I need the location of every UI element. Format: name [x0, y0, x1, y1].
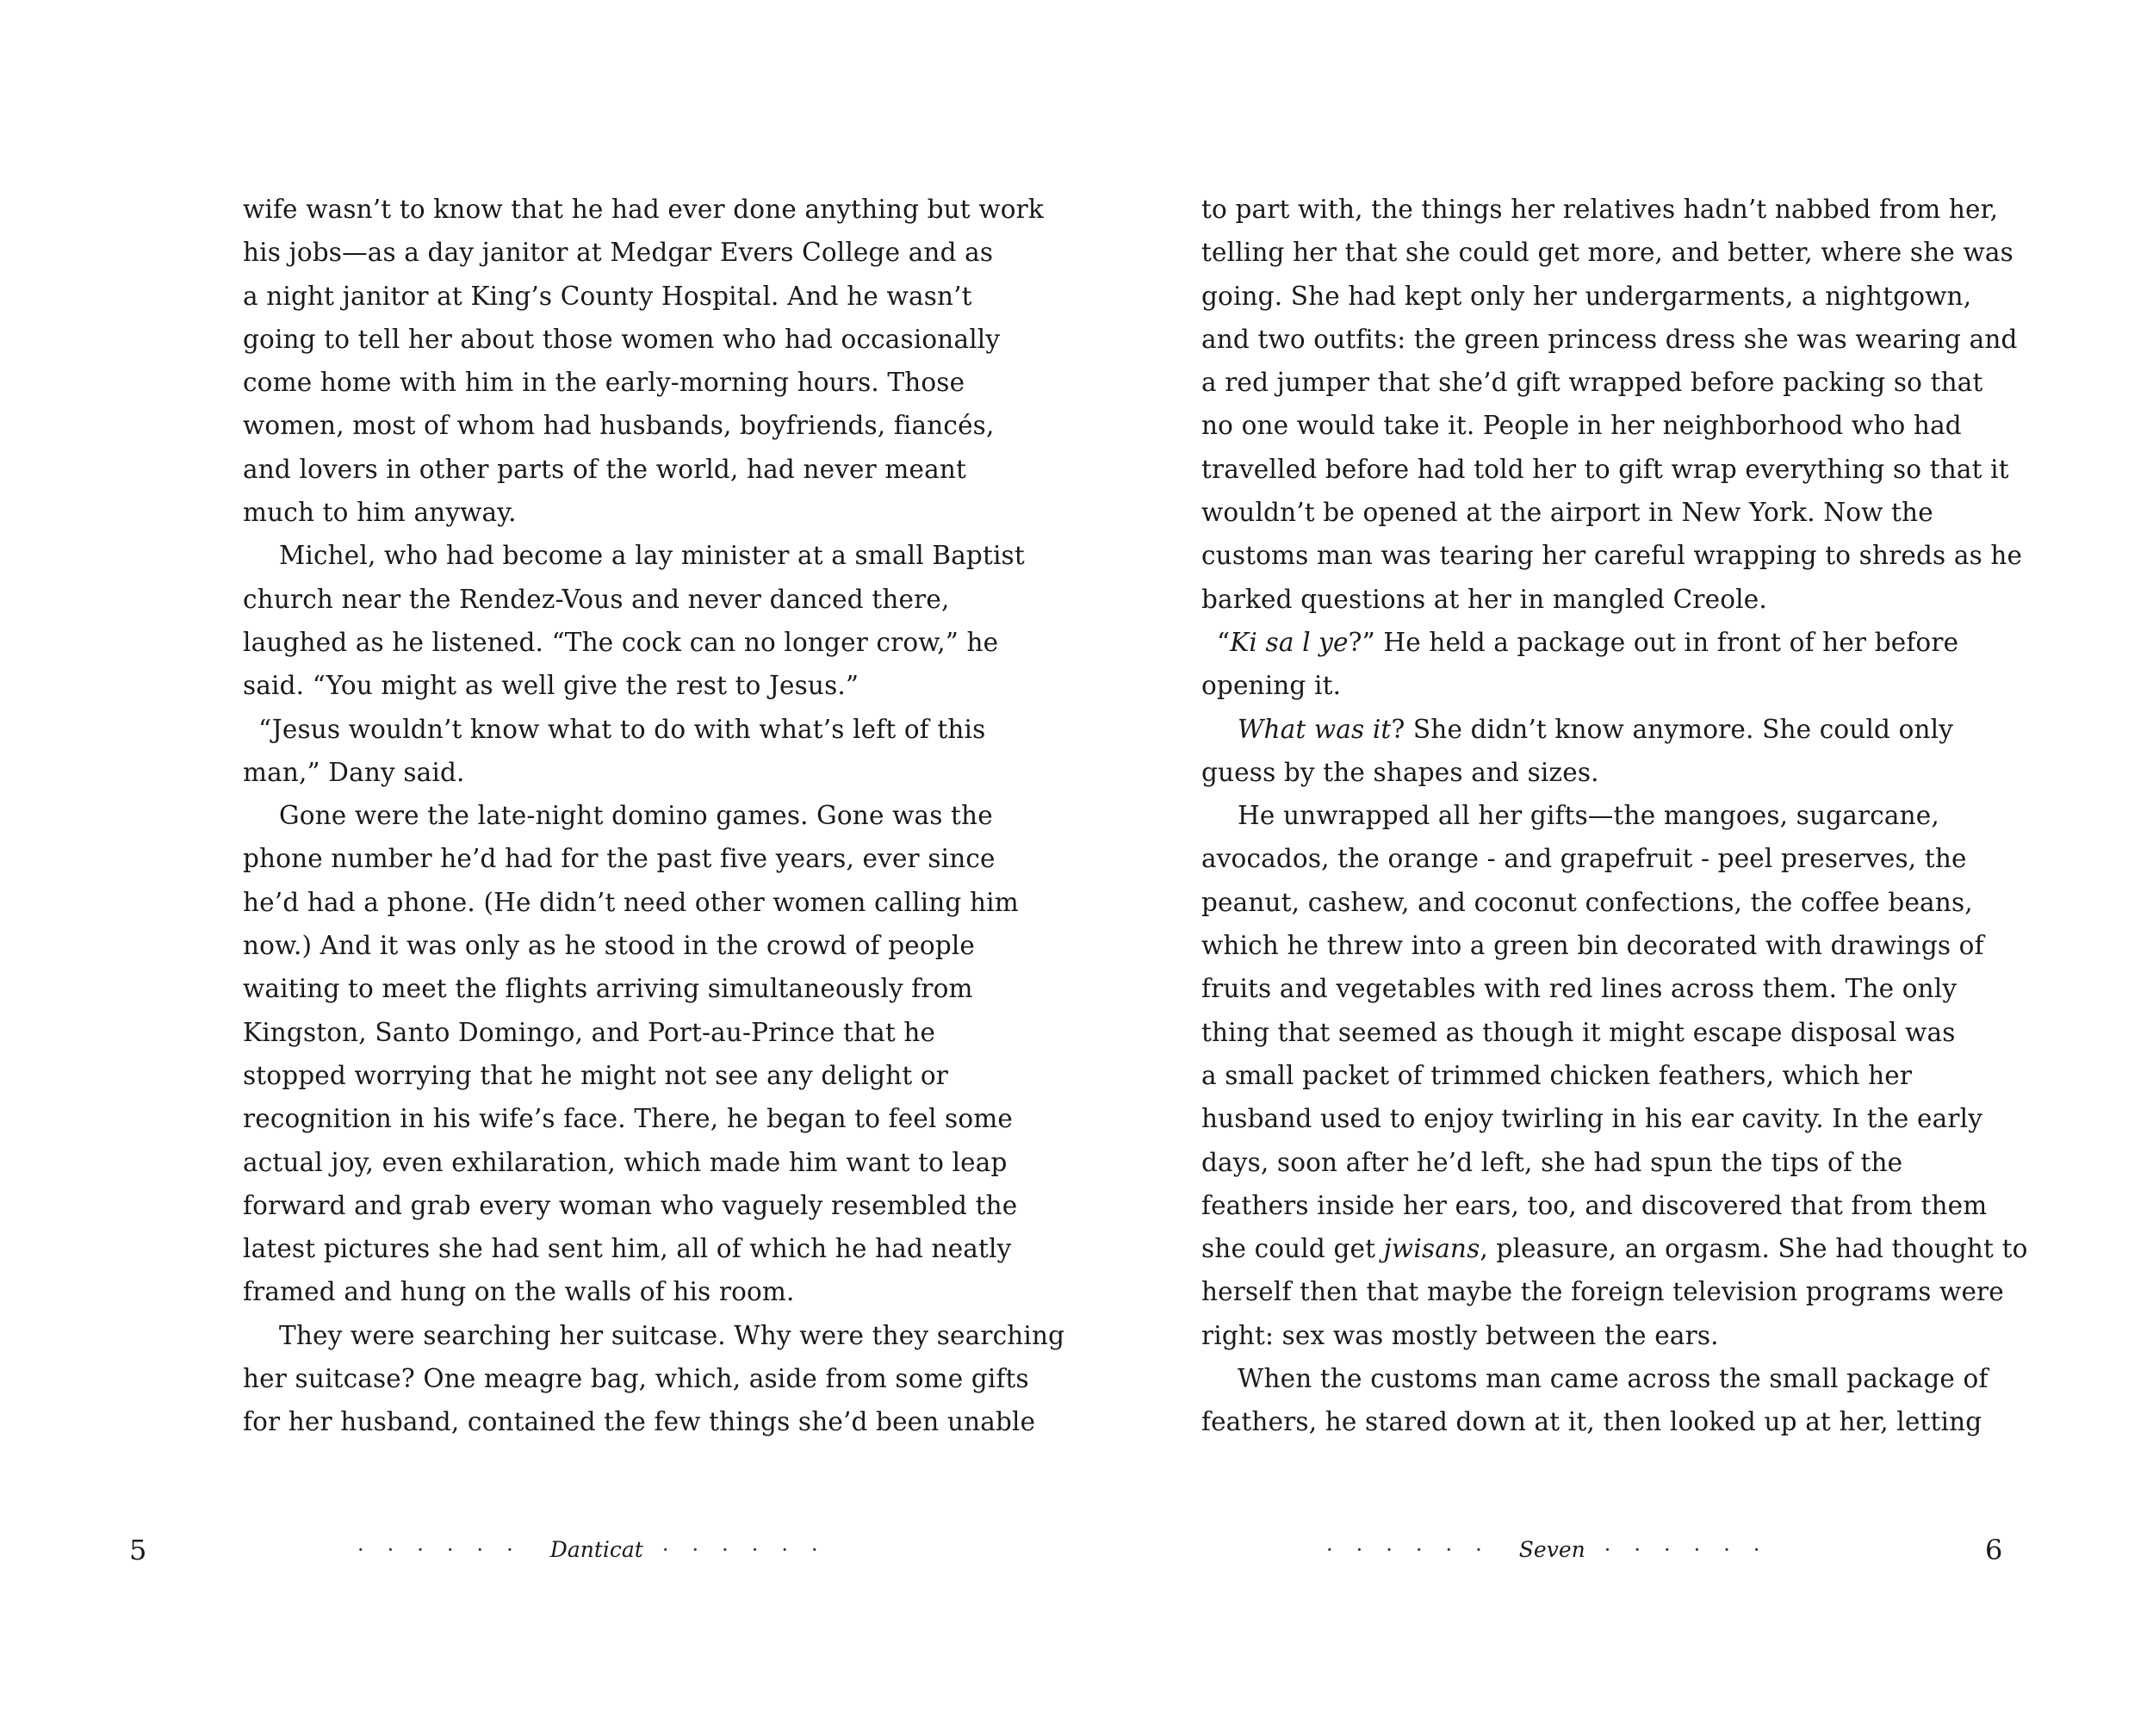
ornament-dots: ······: [1604, 1538, 1784, 1562]
text-line: herself then that maybe the foreign television programs were: [1201, 1277, 2004, 1307]
running-head: [357, 1528, 841, 1572]
text-line: “Jesus wouldn’t know what to do with what’s left of this: [258, 714, 986, 744]
text-line: no one would take it. People in her neighborhood who had: [1201, 411, 1962, 441]
text-line: Michel, who had become a lay minister at a small Baptist: [279, 541, 1025, 571]
ornament-dots: ······: [1326, 1538, 1505, 1562]
text-line: stopped worrying that he might not see any delight or: [243, 1060, 949, 1090]
text-line: Gone were the late-night domino games. Gone was the: [279, 801, 993, 831]
text-line: thing that seemed as though it might escape disposal was: [1201, 1017, 1956, 1047]
text-line: opening it.: [1201, 671, 1342, 701]
text-line: said. “You might as well give the rest to Jesus.”: [243, 671, 859, 701]
text-line: now.) And it was only as he stood in the crowd of people: [243, 931, 976, 961]
text-line: which he threw into a green bin decorated with drawings of: [1201, 931, 1984, 961]
text-line: [1201, 1227, 2028, 1270]
text-line: guess by the shapes and sizes.: [1201, 757, 1599, 787]
text-line: They were searching her suitcase. Why were they searching: [279, 1320, 1065, 1350]
text-line: man,” Dany said.: [243, 757, 465, 787]
italic-phrase: Ki sa l ye: [1230, 627, 1349, 657]
text-line: going. She had kept only her undergarments, a nightgown,: [1201, 281, 1972, 311]
text-line: travelled before had told her to gift wrap everything so that it: [1201, 454, 2009, 484]
text-line: latest pictures she had sent him, all of which he had neatly: [243, 1234, 1012, 1264]
text-run: she could get: [1201, 1234, 1384, 1264]
text-line: peanut, cashew, and coconut confections, the coffee beans,: [1201, 887, 1973, 917]
ornament-dots: ······: [357, 1538, 537, 1562]
text-line: his jobs—as a day janitor at Medgar Evers College and as: [243, 238, 994, 268]
text-line: going to tell her about those women who had occasionally: [243, 324, 1001, 354]
text-line: and lovers in other parts of the world, had never meant: [243, 454, 967, 484]
text-line: feathers, he stared down at it, then looked up at her, letting: [1201, 1407, 1982, 1437]
text-run: , pleasure, an orgasm. She had thought to: [1480, 1234, 2028, 1264]
text-line: women, most of whom had husbands, boyfriends, fiancés,: [243, 411, 995, 441]
text-line: he’d had a phone. (He didn’t need other women calling him: [243, 887, 1019, 917]
text-line: customs man was tearing her careful wrapping to shreds as he: [1201, 541, 2023, 571]
text-line: a small packet of trimmed chicken feathers, which her: [1201, 1060, 1913, 1090]
text-line: come home with him in the early-morning hours. Those: [243, 368, 965, 398]
text-line: phone number he’d had for the past five years, ever since: [243, 844, 996, 874]
page-number: 5: [129, 1534, 147, 1566]
text-line: avocados, the orange - and grapefruit - peel preserves, the: [1201, 844, 1967, 874]
quote-open: “: [1217, 627, 1231, 657]
text-line: and two outfits: the green princess dress she was wearing and: [1201, 324, 2018, 354]
text-line: wife wasn’t to know that he had ever done anything but work: [243, 195, 1044, 224]
running-head: [1326, 1528, 1784, 1572]
text-line: husband used to enjoy twirling in his ear cavity. In the early: [1201, 1104, 1983, 1134]
right-page: [1076, 0, 2153, 1736]
text-line: laughed as he listened. “The cock can no longer crow,” he: [243, 627, 999, 657]
text-line: telling her that she could get more, and better, where she was: [1201, 238, 2013, 268]
text-line: waiting to meet the flights arriving simultaneously from: [243, 974, 973, 1004]
text-line: He unwrapped all her gifts—the mangoes, sugarcane,: [1238, 801, 1939, 831]
text-line: much to him anyway.: [243, 498, 517, 528]
text-line: Kingston, Santo Domingo, and Port-au-Prince that he: [243, 1017, 936, 1047]
italic-phrase: What was it: [1238, 714, 1392, 744]
text-line: right: sex was mostly between the ears.: [1201, 1320, 1719, 1350]
right-page-text: [1201, 188, 2028, 1444]
text-line: When the customs man came across the small package of: [1238, 1364, 1989, 1394]
ornament-dots: ······: [661, 1538, 841, 1562]
left-page-text: [243, 188, 1065, 1444]
text-line: recognition in his wife’s face. There, he began to feel some: [243, 1104, 1013, 1134]
text-line: [1201, 621, 1959, 664]
text-line: a night janitor at King’s County Hospital. And he wasn’t: [243, 281, 972, 311]
running-head-title: Danticat: [549, 1537, 643, 1562]
text-line: barked questions at her in mangled Creole.: [1201, 584, 1767, 614]
text-line: for her husband, contained the few things she’d been unable: [243, 1407, 1036, 1437]
text-line: her suitcase? One meagre bag, which, aside from some gifts: [243, 1364, 1029, 1394]
page-number: 6: [1985, 1534, 2003, 1566]
left-page: [0, 0, 1076, 1736]
text-run: ? She didn’t know anymore. She could only: [1391, 714, 1954, 744]
text-line: days, soon after he’d left, she had spun the tips of the: [1201, 1147, 1903, 1177]
text-line: to part with, the things her relatives hadn’t nabbed from her,: [1201, 195, 1999, 224]
text-line: feathers inside her ears, too, and discovered that from them: [1201, 1190, 1988, 1220]
running-head-title: Seven: [1518, 1537, 1585, 1562]
text-line: a red jumper that she’d gift wrapped before packing so that: [1201, 368, 1983, 398]
text-line: church near the Rendez-Vous and never danced there,: [243, 584, 950, 614]
text-line: wouldn’t be opened at the airport in New York. Now the: [1201, 498, 1933, 528]
text-line: [1201, 708, 1954, 751]
text-line: actual joy, even exhilaration, which made him want to leap: [243, 1147, 1008, 1177]
text-line: framed and hung on the walls of his room.: [243, 1277, 795, 1307]
text-line: fruits and vegetables with red lines across them. The only: [1201, 974, 1958, 1004]
text-run: ?” He held a package out in front of her before: [1348, 627, 1959, 657]
italic-phrase: jwisans: [1383, 1234, 1480, 1264]
text-line: forward and grab every woman who vaguely resembled the: [243, 1190, 1018, 1220]
